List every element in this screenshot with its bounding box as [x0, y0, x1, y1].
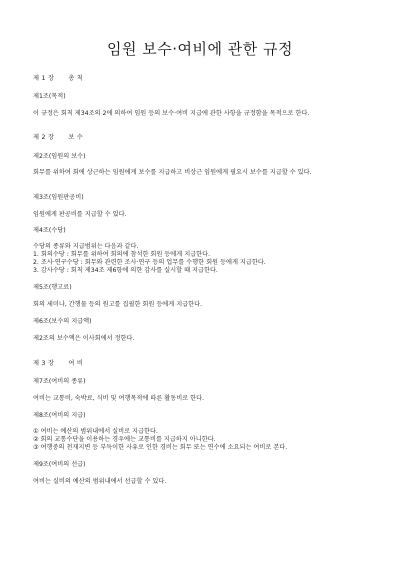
article-6-heading: 제6조(보수의 지급액) [33, 318, 92, 325]
article-6-body: 제2조의 보수액은 이사회에서 정한다. [33, 335, 135, 342]
article-3-body: 임원에게 판공비를 지급할 수 있다. [33, 211, 127, 218]
article-2-heading: 제2조(임원의 보수) [33, 153, 86, 160]
chapter-3-heading [33, 360, 83, 368]
chapter-1-heading [33, 75, 83, 83]
article-8-item: ② 회의 교통수단을 이용하는 경우에는 교통비를 지급하지 아니한다. [33, 436, 216, 443]
article-4-intro: 수당의 종류와 지급범위는 다음과 같다. [33, 243, 139, 250]
chapter-name: 보 수 [68, 134, 84, 141]
article-9-body: 여비는 실비의 예산의 범위내에서 선급할 수 있다. [33, 478, 167, 485]
article-1-body: 이 규정은 회칙 제34조의 2에 의하여 임원 등의 보수·여비 지급에 관한 사항을 규정함을 목적으로 한다. [33, 110, 310, 117]
article-7-heading: 제7조(여비의 종류) [33, 378, 86, 385]
chapter-number: 제 2 장 [33, 134, 55, 141]
article-4-heading: 제4조(수당) [33, 227, 66, 234]
article-7-body: 여비는 교통비, 숙박료, 식비 및 여행목적에 따른 활동비로 한다. [33, 395, 205, 402]
chapter-name: 총 칙 [68, 75, 84, 82]
article-8-item: ③ 여행중의 천재지변 등 부득이한 사유로 인한 경비는 회무 또는 연수에 소요되는 여비로 본다. [33, 444, 288, 451]
article-5-body: 회의 세미나, 간행물 등의 원고를 집필한 회원 등에게 지급한다. [33, 301, 203, 308]
article-8-heading: 제8조(여비의 지급) [33, 412, 86, 419]
article-2-body: 회무를 위하여 회에 상근하는 임원에게 보수를 지급하고 비상근 임원에게 필요시 보수를 지급할 수 있다. [33, 169, 312, 176]
chapter-name: 여 비 [68, 360, 84, 367]
document-title: 임원 보수·여비에 관한 규정 [107, 40, 293, 58]
article-4-item: 2. 조사·연구수당 : 회무와 관련한 조사·연구 등의 업무를 수행한 회원 등에게 지급한다. [33, 259, 266, 266]
chapter-number: 제 1 장 [33, 75, 55, 82]
article-4-item: 1. 회의수당 : 회무를 위하여 회의에 참석한 회원 등에게 지급한다. [33, 251, 211, 258]
article-4-item: 3. 감사수당 : 회칙 제34조 제6항에 의한 감사를 실시할 때 지급한다. [33, 267, 218, 274]
article-8-item: ① 여비는 예산의 범위내에서 실비로 지급한다. [33, 428, 158, 435]
article-5-heading: 제5조(행고료) [33, 284, 72, 291]
chapter-2-heading [33, 134, 83, 142]
article-3-heading: 제3조(임원판공비) [33, 194, 84, 201]
article-1-heading: 제1조(목적) [33, 93, 66, 100]
chapter-number: 제 3 장 [33, 360, 55, 367]
article-9-heading: 제9조(여비의 선급) [33, 461, 86, 468]
